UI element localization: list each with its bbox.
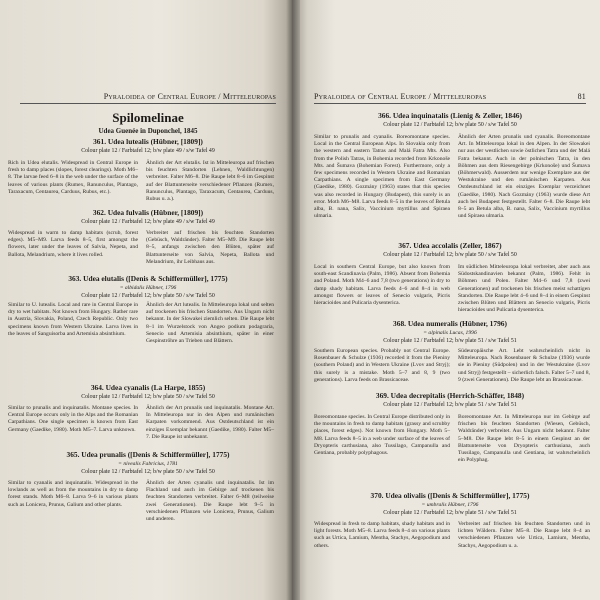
entry-text-en: Boreomontane species. In Central Europe distributed only in the mountains in fresh to damp habitats (grassy and scrubby places, forest edges). Not known from Hungary. Moth 5–M8. Larva feeds 8–5 in a web under surface of the leaves of Dryopteris carthusiana, also Tussilago, Campanulla and Gentiana, probably polyphagous. bbox=[314, 414, 450, 457]
entry-heading-367 bbox=[314, 242, 586, 259]
entry-title: 367. Udea accolalis (Zeller, 1867) bbox=[398, 241, 502, 250]
entry-text-en: Southern European species. Probably not Central Europe. Rosenbauer & Schulze (1936) recorded it from the Pieniny (southern Poland) and in Western Ukraine (Lvov and Stryj); this surely is a mistake. Moth 5–7 and 8, 9 (two generations). Larva feeds on Brassicaceae. bbox=[314, 348, 450, 383]
entry-plate: Colour plate 12 / Farbtafel 12; b/w plate 50 / s/w Tafel 50 bbox=[81, 394, 215, 400]
entry-text-en: Similar to prunalis and inquinatalis. Montane species. In Central Europe occurs only in the Alps and the Romanian Carpathians. One single specimen is known from East Germany (Gaedike, 1980). Moth M5–7. Larva unknown. bbox=[8, 405, 138, 433]
entry-text-de: Im südlichen Mitteleuropa lokal verbreitet, aber auch aus Südostskandinavien bekannt (Palm, 1986). Fehlt in Böhmen und Polen. Falter M4–6 und 7,8 (zwei Generationen) auf trockenen bis frischen meist schattigen Standorten. Die Raupe lebt 4–6 und 8–4 in einem Gespinst zwischen Blüten und Blättern an Senecio vulgaris, Picris hieracioides und Pulicaria dysenterica. bbox=[458, 264, 590, 314]
entry-synonym: = albidalis Hübner, 1796 bbox=[119, 285, 177, 291]
entry-heading-361 bbox=[20, 138, 276, 155]
entry-title: 361. Udea lutealis (Hübner, [1809]) bbox=[93, 137, 203, 146]
entry-plate: Colour plate 12 / Farbtafel 12; b/w plate 51 / s/w Tafel 51 bbox=[383, 510, 517, 516]
entry-title: 370. Udea olivalis ([Denis & Schiffermüller], 1775) bbox=[370, 491, 530, 500]
family-title: Spilomelinae bbox=[112, 110, 184, 125]
entry-text-de: Ähnlich der Arten prunalis und cyanalis. Boreomontane Art. In Mitteleuropa lokal in den Alpen. In der Slowakei nur aus der westlichen sowie östlichen Tatra und der Malá Fatra bekannt. Auch in der polnischen Tatra, in den Böhmen aus dem Riesengebirge (Krkonoše) und Šumava (Böhmerwald). Ausserdem nur wenige Exemplare aus der Westukraine und den rumänischen Karpaten. Aus Ostdeutschland ist ein einziges Exemplar verzeichnet (Gaedike, 1980). Nach Gozmány (1963) wurde diese Art auch bei Budapest festgestellt. Falter 6–8. Die Raupe lebt 8–5 an Betula alba, B. nana, Salix, Vaccinium myrtillus und Spiraea ulmaria. bbox=[458, 134, 590, 220]
entry-text-de: Verbreitet auf frischen bis feuchten Standorten und in lichten Wäldern. Falter M5–8. Die Raupe lebt 8–4 an verschiedenen Pflanzen wie Urtica, Lamium, Mentha, Stachys, Aegopodium u. a. bbox=[458, 521, 590, 549]
entry-text-en: Similar to cyanalis and inquinatalis. Widespread in the lowlands as well as from the mountains in dry to damp forest stands. Moth M6–8. Larva 9–6 in various plants such as Lonicera, Prunus, Galium and other plants. bbox=[8, 480, 138, 508]
entry-heading-366 bbox=[314, 112, 586, 129]
left-page bbox=[0, 0, 292, 600]
entry-plate: Colour plate 12 / Farbtafel 12; b/w plate 50 / s/w Tafel 50 bbox=[383, 122, 517, 128]
entry-heading-362 bbox=[20, 209, 276, 226]
entry-text-en: Local in southern Central Europe, but also known from south-east Scandinavia (Palm, 1986). Absent from Bohemia and Poland. Moth M4–6 and 7,8 (two generations) in dry to damp shady habitats. Larva feeds 4–6 and 8–4 in web amongst flowers or leaves of Senecio vulgaris, Picris hieracioides and Pulicaria dysenterica. bbox=[314, 264, 450, 307]
entry-heading-368 bbox=[314, 320, 586, 345]
entry-synonym: = nivealis Fabricius, 1781 bbox=[118, 461, 178, 467]
entry-title: 363. Udea elutalis ([Denis & Schiffermüller], 1775) bbox=[68, 274, 228, 283]
entry-plate: Colour plate 12 / Farbtafel 12; b/w plate 50 / s/w Tafel 50 bbox=[383, 252, 517, 258]
entry-heading-363 bbox=[20, 275, 276, 300]
entry-title: 366. Udea inquinatalis (Lienig & Zeller, 1846) bbox=[378, 111, 522, 120]
entry-title: 362. Udea fulvalis (Hübner, [1809]) bbox=[92, 208, 204, 217]
running-head-left: Pyraloidea of Central Europe / Mitteleuropas bbox=[20, 92, 276, 104]
entry-plate: Colour plate 12 / Farbtafel 12; b/w plate 49 / s/w Tafel 49 bbox=[81, 148, 215, 154]
running-head-right bbox=[314, 92, 586, 104]
entry-text-en: Widespread in warm to damp habitats (scrub, forest edges). M5–M9. Larva feeds 8–5, first amongst the flowers, later under the leaves of Salvia, Nepeta, and Ballota, Melandrium, where it lives rolled. bbox=[8, 230, 138, 258]
entry-synonym: = alpinalis Lucas, 1996 bbox=[423, 330, 477, 336]
right-page bbox=[292, 0, 600, 600]
entry-text-de: Ähnlich der Art elutalis. Ist in Mitteleuropa auf frischen bis feuchten Standorten (Lehnen, Waldlichtungen) verbreitet. Falter M6–8. Die Raupe lebt 8–6 im Gespinst auf der Blattunterseite verschiedener Pflanzen (Rumex, Ranunculus, Plantago, Taraxacum, Centaurea, Carduus, Rubus u. a.). bbox=[146, 160, 274, 203]
entry-plate: Colour plate 12 / Farbtafel 12; b/w plate 49 / s/w Tafel 49 bbox=[81, 219, 215, 225]
entry-text-en: Rich in Udea elutalis. Widespread in Central Europe in fresh to damp places (slopes, forest clearings). Moth M6–8. The larvae feed 6–8 in the web under the surface of the leaves of various plants (Rumex, Ranunculus, Plantago, Taraxacum, Centaurea, Carduus, Rubus, etc.). bbox=[8, 160, 138, 195]
running-head-text: Pyraloidea of Central Europe / Mitteleuropas bbox=[314, 92, 487, 101]
entry-heading-364 bbox=[20, 384, 276, 401]
entry-plate: Colour plate 12 / Farbtafel 12; b/w plate 51 / s/w Tafel 51 bbox=[383, 338, 517, 344]
entry-text-de: Boreomontane Art. In Mitteleuropa nur im Gebirge auf frischen bis feuchten Standorten (Wiesen, Gebüsch, Waldränder) verbreitet. Aus Ungarn nicht bekannt. Falter 5–M8. Die Raupe lebt 8–5 in einem Gespinst an der Blattunterseite von Dryopteris carthusiana, auch Tussilago, Campanulla und Gentiana, ist wahrscheinlich ein Polyphag. bbox=[458, 414, 590, 464]
entry-text-de: Ähnlich der Arten cyanalis und inquinatalis. Ist im Flachland und auch im Gebirge auf trockenen bis feuchten Standorten verbreitet. Falter 6–M8 (teilweise zwei Generationen). Die Raupe lebt 9–5 in verschiedenen Pflanzen wie Lonicera, Prunus, Galium und anderen. bbox=[146, 480, 274, 523]
entry-text-en: Widespread in fresh to damp habitats, shady habitats and in light forests. Moth M5–8. Larva feeds 8–4 on various plants such as Urtica, Lamium, Mentha, Stachys, Aegopodium and others. bbox=[314, 521, 450, 549]
entry-title: 369. Udea decrepitalis (Herrich-Schäffer, 1848) bbox=[375, 391, 525, 400]
page-number: 81 bbox=[577, 92, 586, 101]
entry-plate: Colour plate 12 / Farbtafel 12; b/w plate 51 / s/w Tafel 51 bbox=[383, 402, 517, 408]
entry-plate: Colour plate 12 / Farbtafel 12; b/w plate 50 / s/w Tafel 50 bbox=[81, 293, 215, 299]
entry-heading-369 bbox=[314, 392, 586, 409]
entry-heading-370 bbox=[314, 492, 586, 517]
entry-text-de: Ähnlich der Art lutealis. In Mitteleuropa lokal und selten auf trockenen bis frischen Standorten. Aus Ungarn nicht bekannt. In der Slowakei ziemlich selten. Die Raupe lebt 8–1 im Wurzelstock von Angeo podium podagraria, Senecio und Artemisia absinthium, später in einer Gespinströhre an Trieben und Blättern. bbox=[146, 302, 274, 345]
entry-heading-365 bbox=[20, 451, 276, 476]
entry-plate: Colour plate 12 / Farbtafel 12; b/w plate 50 / s/w Tafel 50 bbox=[81, 469, 215, 475]
entry-text-de: Ähnlich der Art prunalis und inquinatalis. Montane Art. In Mitteleuropa nur in den Alpen und rumänischen Karpaten vorkommend. Aus Ostdeutschland ist ein einziges Exemplar bekannt (Gaedike, 1980). Falter M5–7. Die Raupe ist unbekannt. bbox=[146, 405, 274, 440]
entry-text-en: Similar to prunalis and cyanalis. Boreomontane species. Local in the Central European Alps. In Slovakia only from the western and eastern Tatras and Malá Fatra Mts. Also from the Polish Tatras, in Bohemia recorded from Krkonoše Mts. and Šumava (Bohemian Forest). Furthermore, only a few specimens recorded in Western Ukraine and Romanian Carpathians. A single specimen from East Germany (Gaedike, 1980). Gozmány (1963) states that this species was also recorded in Hungary (Budapest), this surely is an error. Moth M6–M8. Larva feeds 8–5 in the leaves of Betula alba, B. nana, Salix, Vaccinium myrtillus and Spiraea ulmaria. bbox=[314, 134, 450, 220]
entry-text-en: Similar to U. lutealis. Local and rare in Central Europe in dry to wet habitats. Not known from Hungary. Rather rare in Austria, Slovakia, Poland, Czech Republic. Only two specimens known from Western Ukraine. Larva lives in the leaves of Sanguisorba and Artemisia absinthium. bbox=[8, 302, 138, 337]
entry-title: 364. Udea cyanalis (La Harpe, 1855) bbox=[90, 383, 206, 392]
entry-text-de: Südeuropäische Art. Lebt wahrscheinlich nicht in Mitteleuropa. Nach Rosenbauer & Schulze (1936) wurde sie in Pieniny (Südpolen) und in der Westukraine (Lvov und Stryj) festgestellt – sicherlich falsch. Falter 5–7 und 8, 9 (zwei Generationen). Die Raupe lebt an Brassicaceae. bbox=[458, 348, 590, 383]
entry-title: 368. Udea numeralis (Hübner, 1796) bbox=[393, 319, 507, 328]
entry-text-de: Verbreitet auf frischen bis feuchten Standorten (Gebüsch, Waldränder). Falter M5–M9. Die Raupe lebt 8–5, anfangs zwischen den Blüten, später auf Blattunterseite von Salvia, Nepeta, Ballota und Melandrium, ihr Leibhaus aus. bbox=[146, 230, 274, 265]
entry-title: 365. Udea prunalis ([Denis & Schiffermüller], 1775) bbox=[66, 450, 230, 459]
entry-synonym: = umbralis Hübner, 1796 bbox=[421, 502, 479, 508]
genus-title: Udea Guenée in Duponchel, 1845 bbox=[98, 127, 198, 135]
